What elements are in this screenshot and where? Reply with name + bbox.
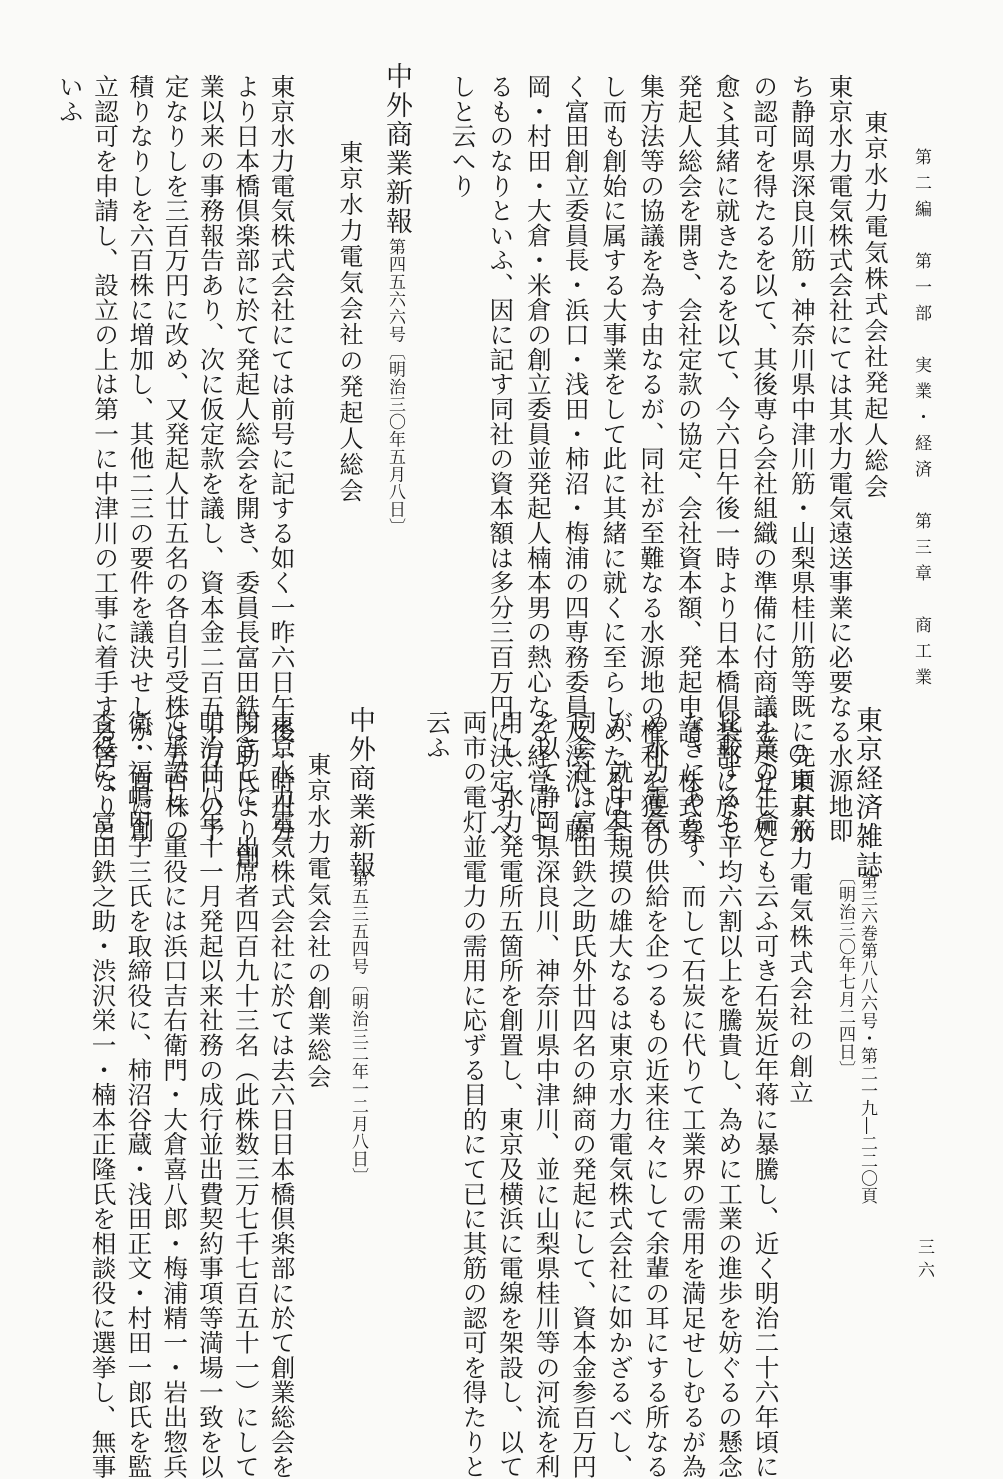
text-line: 用し、水力発電所五箇所を創置し、東京及横浜に電線を架設し、以て [496, 710, 526, 1479]
text-line: なきにあらず、而して石炭に代りて工業界の需用を満足せしむるが為 [678, 710, 708, 1479]
article-title: 東京水力電気会社の発起人総会 [335, 140, 363, 504]
text-line: 積りなりしを六百株に増加し、其他二三の要件を議決せしが、直に創 [126, 74, 156, 843]
text-line: 発起人総会を開き、会社定款の協定、会社資本額、発起申請、株式募 [674, 74, 704, 843]
source-ref: 第四五六六号〔明治三〇年五月八日〕 [385, 238, 405, 536]
text-line: が、就中其規摸の雄大なるは東京水力電気株式会社に如かざるべし、 [605, 710, 635, 1479]
text-line: し而も創始に属する大事業をして此に其緒に就くに至らしめたるは全 [599, 74, 629, 843]
text-line: 工業の生命とも云ふ可き石炭近年蒋に暴騰し、近く明治二十六年頃に [751, 710, 781, 1479]
text-line: 東京水力電気株式会社に於ては去六日日本橋倶楽部に於て創業総会を [267, 710, 297, 1479]
text-line: 集方法等の協議を為す由なるが、同社が至難なる水源地の権利を獲有 [637, 74, 667, 843]
source-ref: 〔明治三〇年七月二四日〕 [835, 868, 855, 1078]
article-title: 東京水力電気会社の創業総会 [303, 752, 331, 1090]
text-line: るものなりといふ、因に記す同社の資本額は多分三百万円に決定すべ [486, 74, 516, 843]
text-line: 愈〻其緒に就きたるを以て、今六日午後一時より日本橋倶楽部に於て [712, 74, 742, 843]
text-line: 比較するも平均六割以上を騰貴し、為めに工業の進歩を妨ぐるの懸念 [715, 710, 745, 1479]
running-head: 第二編 第一部 実業・経済 第三章 商工業 [911, 148, 931, 694]
text-line: 立認可を申請し、設立の上は第一に中津川の工事に着手する筈なりと [91, 74, 121, 843]
text-line: 云ふ [423, 710, 453, 760]
text-line: 東京水力電気株式会社にては前号に記する如く一昨六日午後一時卅分 [267, 74, 297, 843]
text-line: く富田創立委員長・浜口・浅田・柿沼・梅浦の四専務委員及渋沢・藤 [561, 74, 591, 843]
page-number: 三六 [914, 1238, 934, 1284]
article-title: ○東京水力電気株式会社の創立 [785, 738, 813, 1106]
article-title: 東京水力電気株式会社発起人総会 [860, 110, 888, 500]
text-line: しと云へり [448, 74, 478, 198]
text-line: 東京水力電気株式会社にては其水力電気遠送事業に必要なる水源地即 [825, 74, 855, 843]
text-line: より日本橋倶楽部に於て発起人総会を開き、委員長富田鉄之助氏より創 [232, 74, 262, 868]
source-name: 東京経済雑誌 [851, 706, 882, 880]
text-line: 同会社は富田鉄之助氏外廿四名の紳商の発起にして、資本金参百万円 [569, 710, 599, 1479]
text-line: を以て静岡県深良川、神奈川県中津川、並に山梨県桂川等の河流を利 [532, 710, 562, 1479]
text-line: 開きしに、出席者四百九十三名（此株数三万七千七百五十一）にして [231, 710, 261, 1479]
text-line: 両市の電灯並電力の需用に応ずる目的にて已に其筋の認可を得たりと [459, 710, 489, 1479]
text-line: 明治廿八年十一月発起以来社務の成行並出費契約事項等満場一致を以 [195, 710, 225, 1479]
source-name: 中外商業新報 [344, 706, 375, 880]
text-line: の認可を得たるを以て、其後専ら会社組織の準備に付商議を尽せし処 [750, 74, 780, 843]
text-line: て承認し、重役には浜口吉右衛門・大倉喜八郎・梅浦精一・岩出惣兵 [160, 710, 190, 1479]
text-line: いふ [55, 74, 85, 124]
source-ref: 第五三五四号〔明治三二年一二月八日〕 [348, 870, 368, 1185]
text-line: 衛・福嶋甲子三氏を取締役に、柿沼谷蔵・浅田正文・村田一郎氏を監 [124, 710, 154, 1479]
text-line: 岡・村田・大倉・米倉の創立委員並発起人楠本男の熱心なる経営によ [523, 74, 553, 843]
text-line: 査役に、富田鉄之助・渋沢栄一・楠本正隆氏を相談役に選挙し、無事 [88, 710, 118, 1479]
text-line: め水力電気の供給を企つるもの近来往々にして余輩の耳にする所なる [642, 710, 672, 1479]
text-line: 定なりしを三百万円に改め、又発起人廿五名の各自引受株は五百株の [161, 74, 191, 843]
source-ref: 第三六巻第八八六号・第二一九―二二〇頁 [857, 872, 877, 1205]
source-name: 中外商業新報 [381, 62, 412, 236]
text-line: ち静岡県深良川筋・神奈川県中津川筋・山梨県桂川筋等既に先頃其筋 [787, 74, 817, 843]
text-line: 業以来の事務報告あり、次に仮定款を議し、資本金二百五十万円の予 [196, 74, 226, 843]
